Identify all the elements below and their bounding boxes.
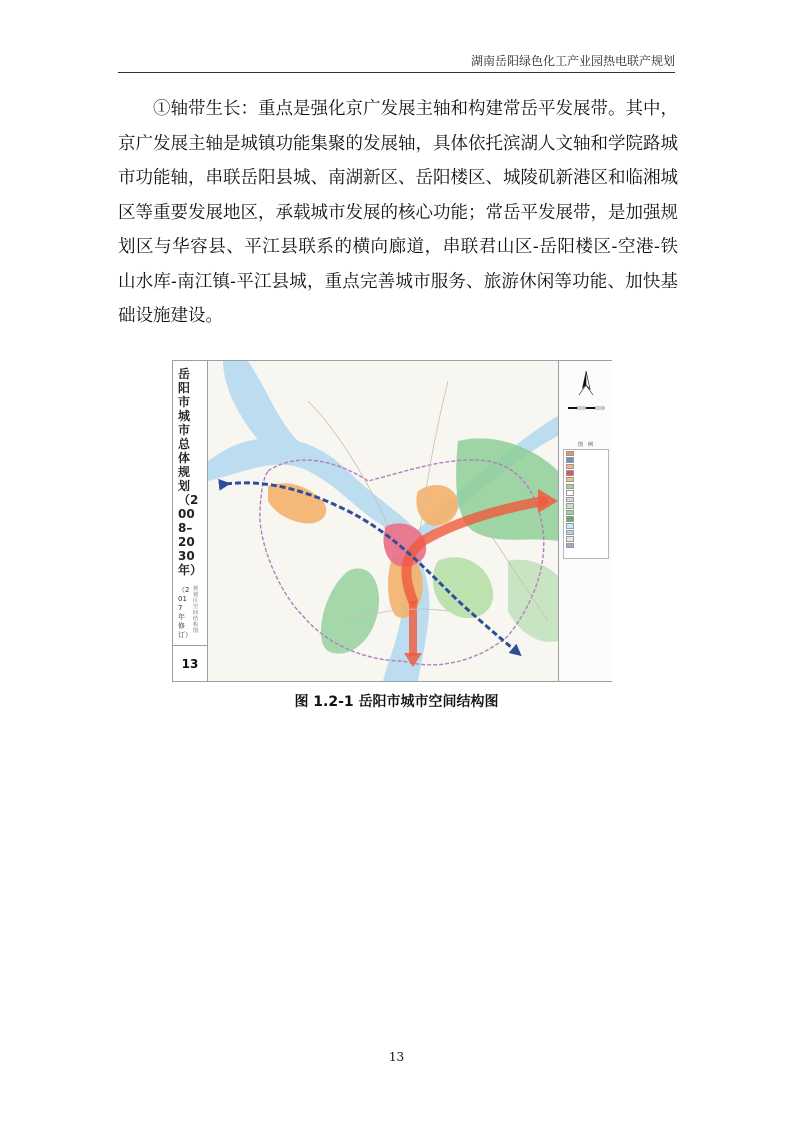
figure-side-panel [173, 361, 208, 681]
legend-swatch [566, 484, 574, 490]
legend-item [564, 523, 608, 530]
paragraph-axis-growth: ①轴带生长：重点是强化京广发展主轴和构建常岳平发展带。其中，京广发展主轴是城镇功能集聚的发展轴，具体依托滨湖人文轴和学院路城市功能轴，串联岳阳县城、南湖新区、岳阳楼区、城陵矶新港区和临湘城区等重要发展地区，承载城市发展的核心功能；常岳平发展带，是加强规划区与华容县、平江县联系的横向廊道，串联君山区-岳阳楼区-空港-铁山水库-南江镇-平江县城，重点完善城市服务、旅游休闲等功能、加快基础设施建设。 [118, 99, 678, 326]
legend-item [564, 536, 608, 543]
legend-swatch [566, 497, 574, 503]
legend-swatch [566, 490, 574, 496]
legend-swatch [566, 464, 574, 470]
page-number: 13 [388, 1050, 405, 1064]
legend-box [563, 449, 609, 559]
legend-swatch [566, 503, 574, 509]
legend-item [564, 516, 608, 523]
map-figure [172, 360, 612, 682]
body-text [118, 92, 678, 334]
legend-item [564, 529, 608, 536]
legend-item [564, 476, 608, 483]
map-svg [208, 361, 558, 681]
figure-side-subtitle: （2017年修订） [178, 586, 192, 639]
legend-item [564, 450, 608, 457]
legend-swatch [566, 470, 574, 476]
legend-swatch [566, 530, 574, 536]
legend-item [564, 470, 608, 477]
legend-swatch [566, 516, 574, 522]
running-header: 湖南岳阳绿色化工产业园热电联产规划 [470, 54, 675, 68]
legend-swatch [566, 510, 574, 516]
legend-swatch [566, 543, 574, 549]
legend-item [564, 509, 608, 516]
legend-item [564, 542, 608, 549]
legend-swatch [566, 523, 574, 529]
legend-swatch [566, 536, 574, 542]
figure-plate-number: 13 [173, 645, 207, 682]
legend-item [564, 496, 608, 503]
scale-bar-icon [567, 405, 605, 413]
legend-title: 图 例 [577, 442, 593, 448]
header-rule [118, 72, 675, 73]
legend-swatch [566, 457, 574, 463]
figure-side-note: 规划区空间结构图 [193, 586, 199, 634]
figure-side-title: 岳阳市城市总体规划（2008–2030年） [178, 367, 203, 577]
legend-swatch [566, 451, 574, 457]
figure-caption: 图 1.2-1 岳阳市城市空间结构图 [294, 694, 499, 710]
legend-item [564, 457, 608, 464]
legend-panel [558, 361, 612, 681]
city-spatial-structure-map [208, 361, 558, 681]
legend-swatch [566, 477, 574, 483]
legend-item [564, 503, 608, 510]
north-arrow-icon [573, 369, 599, 399]
legend-item [564, 483, 608, 490]
legend-item [564, 463, 608, 470]
legend-item [564, 490, 608, 497]
